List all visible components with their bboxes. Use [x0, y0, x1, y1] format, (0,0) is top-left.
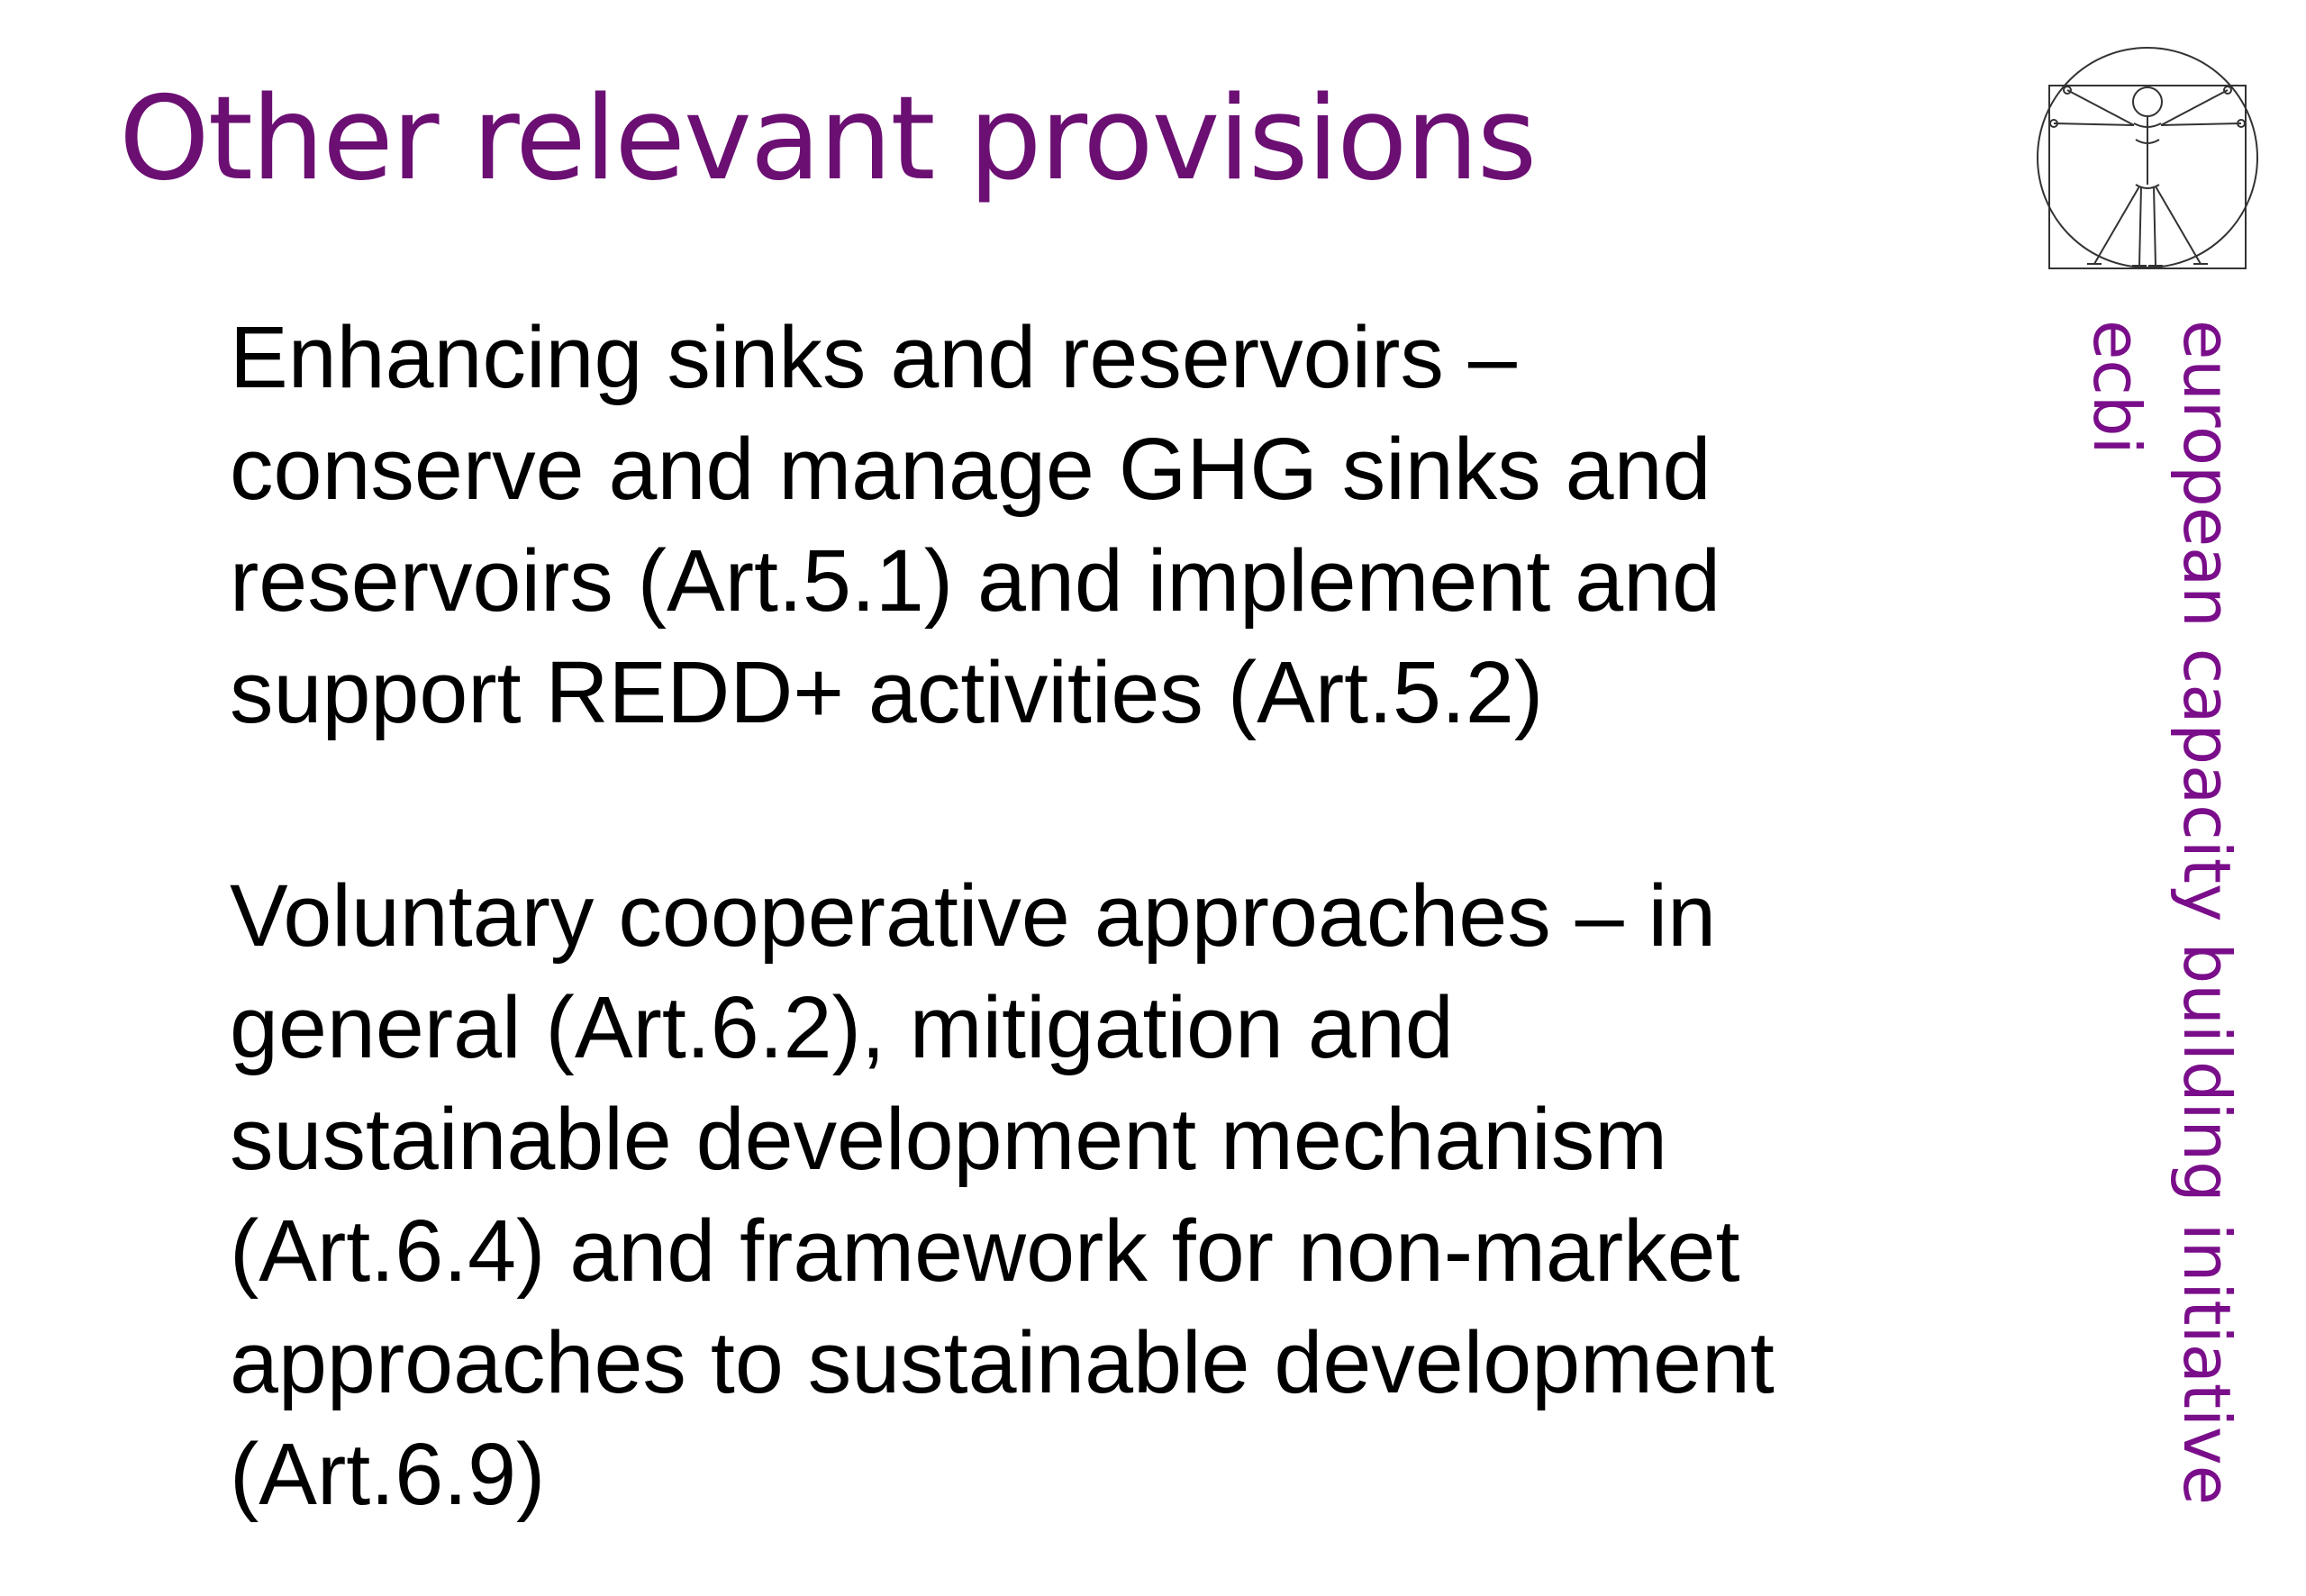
brand-vertical-text [2079, 320, 2261, 1505]
brand-name: european capacity building initiative [2169, 320, 2245, 1505]
brand-acronym: ecbi [2079, 320, 2155, 455]
paragraph-line: (Art.6.4) and framework for non-market [230, 1202, 1740, 1300]
paragraph-line: sustainable development mechanism [230, 1090, 1668, 1188]
vitruvian-man-icon [2031, 41, 2264, 273]
paragraph-line: Enhancing sinks and reservoirs – [230, 308, 1517, 406]
paragraph-line: reservoirs (Art.5.1) and implement and [230, 531, 1721, 630]
paragraph-line: general (Art.6.2), mitigation and [230, 978, 1454, 1076]
paragraph-line: support REDD+ activities (Art.5.2) [230, 643, 1544, 741]
brand-text-block [2072, 320, 2252, 1505]
paragraph-line: approaches to sustainable development [230, 1313, 1775, 1411]
paragraph-sinks-reservoirs [230, 302, 1941, 748]
paragraph-line: Voluntary cooperative approaches – in [230, 866, 1717, 965]
slide-body [230, 302, 1941, 1530]
slide-title: Other relevant provisions [119, 72, 1536, 206]
paragraph-line: conserve and manage GHG sinks and [230, 420, 1711, 518]
paragraph-cooperative-approaches [230, 860, 1941, 1530]
paragraph-line: (Art.6.9) [230, 1425, 546, 1523]
